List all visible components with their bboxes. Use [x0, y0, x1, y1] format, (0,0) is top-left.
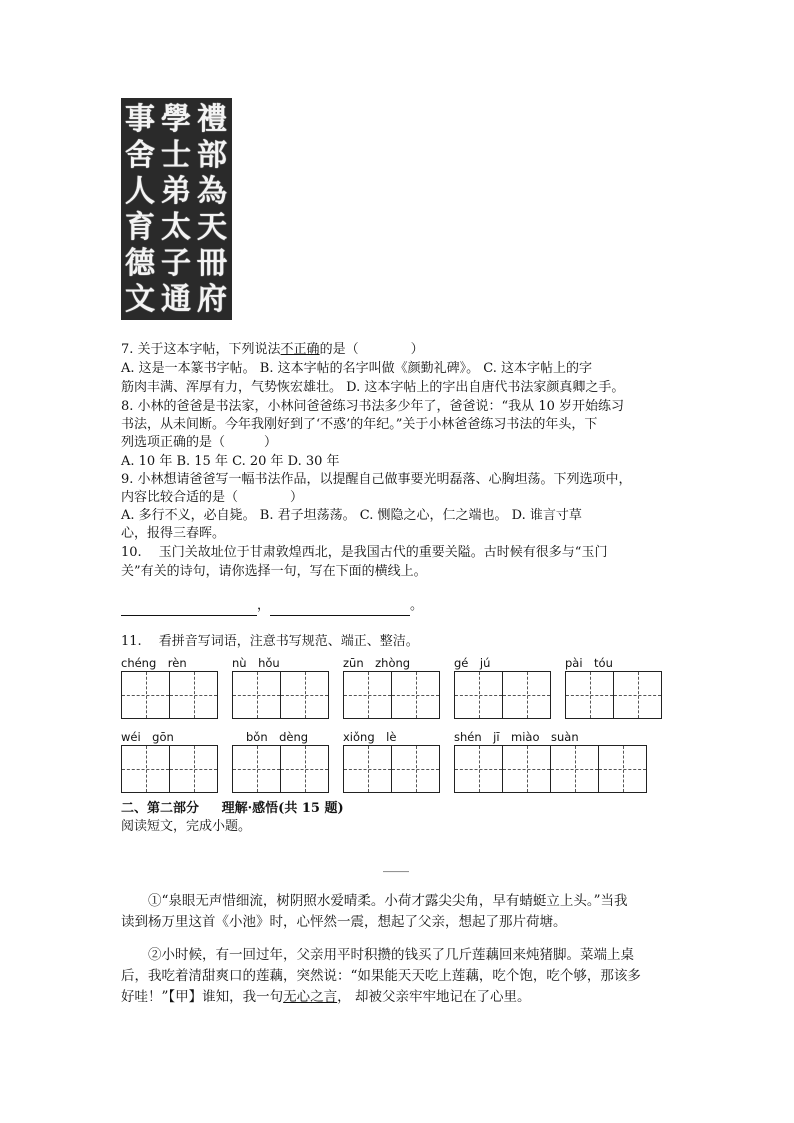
passage-p2-line-1: ②小时候，有一回过年，父亲用平时积攒的钱买了几斤莲藕回来炖猪脚。菜端上桌 [148, 947, 634, 963]
q8-options: A. 10 年 B. 15 年 C. 20 年 D. 30 年 [121, 454, 340, 469]
grid-cell[interactable] [281, 672, 329, 718]
grid-cell[interactable] [455, 672, 503, 718]
passage-p2-line-3: 好哇！”【甲】谁知，我一句无心之言， 却被父亲牢牢地记在了心里。 [121, 989, 531, 1005]
q8-stem-line-1: 8. 小林的爸爸是书法家，小林问爸爸练习书法多少年了，爸爸说：“我从 10 岁开始练习 [121, 399, 624, 414]
grid-cell[interactable] [392, 672, 440, 718]
writing-grid[interactable] [454, 745, 647, 793]
q7-stem: 7. 关于这本字帖，下列说法不正确的是（ ） [121, 342, 424, 357]
pinyin-label: bǒn dèng [246, 730, 309, 744]
writing-grid[interactable] [454, 671, 551, 719]
q10-stem-line-2: 关”有关的诗句，请你选择一句，写在下面的横线上。 [121, 564, 427, 579]
part2-instruction: 阅读短文，完成小题。 [121, 819, 252, 834]
grid-cell[interactable] [455, 746, 503, 792]
pinyin-label: wéi gōn [121, 730, 174, 744]
q9-options-line-1: A. 多行不义，必自毙。 B. 君子坦荡荡。 C. 恻隐之心，仁之端也。 D. 谁言寸草 [121, 508, 582, 523]
calligraphy-column-2: 學 士 弟 太 子 通 [161, 102, 191, 317]
pinyin-label: zūn zhòng [343, 656, 411, 670]
calligraphy-column-1: 禮 部 為 天 冊 府 [197, 102, 227, 317]
q9-stem-line-2: 内容比较合适的是（ ） [121, 490, 304, 505]
passage-p2-line-2: 后，我吃着清甜爽口的莲藕，突然说：“如果能天天吃上莲藕，吃个饱，吃个够，那该多 [121, 968, 641, 984]
grid-cell[interactable] [281, 746, 329, 792]
q10-answer-blank-1[interactable] [121, 599, 257, 616]
q11-stem: 11. 看拼音写词语，注意书写规范、端正、整洁。 [121, 634, 419, 649]
grid-cell[interactable] [170, 672, 218, 718]
calligraphy-column-3: 事 舍 人 育 德 文 [125, 102, 155, 317]
grid-cell[interactable] [122, 672, 170, 718]
grid-cell[interactable] [233, 672, 281, 718]
q8-stem-line-2: 书法，从未间断。今年我刚好到了‘不惑’的年纪。”关于小林爸爸练习书法的年头，下 [121, 417, 598, 432]
calligraphy-rubbing-image [121, 98, 232, 320]
writing-grid[interactable] [343, 745, 440, 793]
grid-cell[interactable] [503, 746, 551, 792]
writing-grid[interactable] [232, 671, 329, 719]
q8-stem-line-3: 列选项正确的是（ ） [121, 435, 278, 450]
grid-cell[interactable] [599, 746, 647, 792]
part2-heading: 二、第二部分 理解·感悟(共 15 题) [121, 801, 344, 816]
pinyin-label: nù hǒu [232, 656, 280, 670]
pinyin-label: xiǒng lè [343, 730, 397, 744]
grid-cell[interactable] [233, 746, 281, 792]
grid-cell[interactable] [392, 746, 440, 792]
pinyin-label: shén jī miào suàn [454, 730, 579, 744]
pinyin-label: chéng rèn [121, 656, 187, 670]
q10-answer-lines: ， 。 [121, 596, 423, 616]
passage-p1-line-2: 读到杨万里这首《小池》时，心怦然一震，想起了父亲，想起了那片荷塘。 [121, 914, 567, 930]
grid-cell[interactable] [170, 746, 218, 792]
passage-p1-line-1: ①“泉眼无声惜细流，树阴照水爱晴柔。小荷才露尖尖角，早有蜻蜓立上头。”当我 [148, 893, 628, 909]
grid-cell[interactable] [122, 746, 170, 792]
pinyin-label: gé jú [454, 656, 491, 670]
pinyin-label: pài tóu [565, 656, 613, 670]
writing-grid[interactable] [121, 745, 218, 793]
writing-grid[interactable] [343, 671, 440, 719]
q10-stem-line-1: 10. 玉门关故址位于甘肃敦煌西北，是我国古代的重要关隘。古时候有很多与“玉门 [121, 545, 608, 560]
grid-cell[interactable] [344, 672, 392, 718]
passage-title-blank: ____ [383, 858, 409, 873]
grid-cell[interactable] [551, 746, 599, 792]
grid-cell[interactable] [503, 672, 551, 718]
grid-cell[interactable] [344, 746, 392, 792]
q10-answer-blank-2[interactable] [270, 599, 410, 616]
q7-options-line-2: 筋肉丰满、浑厚有力，气势恢宏雄壮。 D. 这本字帖上的字出自唐代书法家颜真卿之手。 [121, 380, 625, 395]
q9-options-line-2: 心，报得三春晖。 [121, 526, 226, 541]
writing-grid[interactable] [232, 745, 329, 793]
grid-cell[interactable] [614, 672, 662, 718]
writing-grid[interactable] [121, 671, 218, 719]
grid-cell[interactable] [566, 672, 614, 718]
writing-grid[interactable] [565, 671, 662, 719]
q7-options-line-1: A. 这是一本篆书字帖。 B. 这本字帖的名字叫做《颜勤礼碑》。 C. 这本字帖上的字 [121, 361, 592, 376]
q9-stem-line-1: 9. 小林想请爸爸写一幅书法作品，以提醒自己做事要光明磊落、心胸坦荡。下列选项中， [121, 472, 632, 487]
